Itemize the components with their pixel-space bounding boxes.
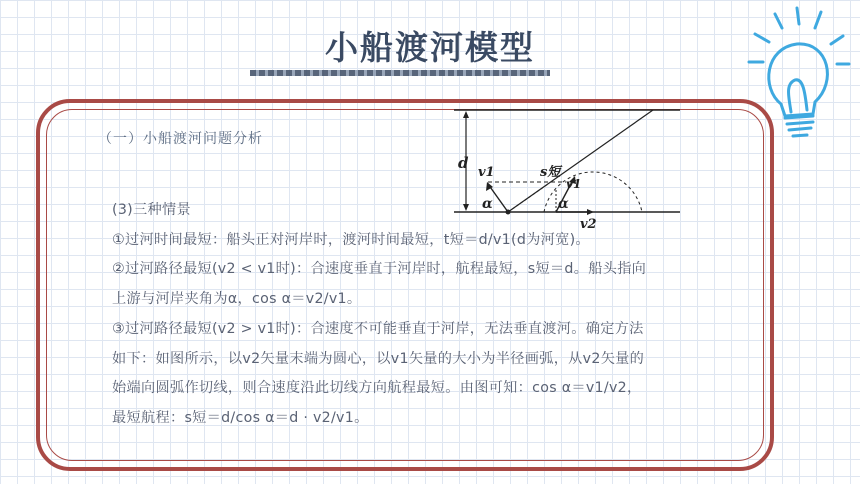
label-v1-left: v1 [478,165,495,180]
content-line: ②过河路径最短(v2 < v1时)：合速度垂直于河岸时，航程最短，s短＝d。船头指向 [112,261,647,278]
content-line: 最短航程：s短＝d/cos α＝d · v2/v1。 [112,409,369,426]
content-line: (3)三种情景 [112,202,191,218]
label-alpha-right: α [558,196,569,212]
label-d: d [458,154,469,172]
label-v2: v2 [580,217,597,232]
content-body [112,196,762,434]
title-underline [250,70,550,76]
label-v1-right: v1 [566,177,582,191]
section-heading: （一）小船渡河问题分析 [98,131,263,147]
content-line: ③过河路径最短(v2 > v1时)：合速度不可能垂直于河岸，无法垂直渡河。确定方法 [112,320,644,337]
content-line: 如下：如图所示，以v2矢量末端为圆心，以v1矢量的大小为半径画弧，从v2矢量的 [112,350,645,367]
label-alpha-left: α [482,196,493,212]
lightbulb-icon [745,2,855,152]
label-s-short: s短 [540,165,561,180]
content-line: 上游与河岸夹角为α，cos α＝v2/v1。 [112,291,362,308]
page-title: 小船渡河模型 [325,28,535,67]
content-line: ①过河时间最短：船头正对河岸时，渡河时间最短，t短＝d/v1(d为河宽)。 [112,231,590,248]
content-line: 始端向圆弧作切线，则合速度沿此切线方向航程最短。由图可知：cos α＝v1/v2， [112,380,642,397]
